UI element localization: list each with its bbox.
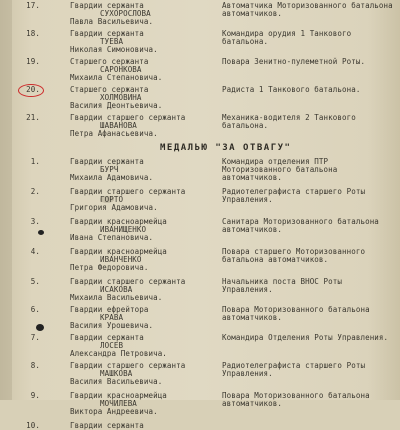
entry-given-name: Павла Васильевича. [70,17,154,26]
entry-description: Командира отделения ПТР Моторизованного батальона автоматчиков. [222,157,338,182]
entry-surname: БУРЧ [100,165,119,174]
entry-number: 3. [30,217,40,226]
entry-description: Повара старшего Моторизованного батальона автоматчиков. [222,247,366,264]
entry-surname: САРОНКОВА [100,65,142,74]
entry-surname: ГОРТО [100,195,124,204]
entry-surname: ТУЕВА [100,37,124,46]
entry-surname: МОЧИЛЕВА [100,399,137,408]
entry-description: Начальника поста ВНОС Роты Управления. [222,277,342,294]
entry-number: 1. [30,157,40,166]
red-pencil-circle [18,84,44,97]
entry-rank: Старшего сержанта [70,57,149,66]
entry-given-name: Михаила Адамовича. [70,173,154,182]
entry-description: Повара Моторизованного батальона автоматчиков. [222,391,370,408]
entry-given-name: Александра Петровича. [70,349,167,358]
entry-rank: Гвардии сержанта [70,333,144,342]
entry-surname: КРАВА [100,313,124,322]
entry-given-name: Василия Деонтьевича. [70,101,163,110]
entry-surname: ИВАНИЩЕНКО [100,225,147,234]
entry-number: 20. [26,85,40,94]
entry-rank: Гвардии сержанта [70,157,144,166]
entry-rank: Старшего сержанта [70,85,149,94]
entry-rank: Гвардии старшего сержанта [70,113,186,122]
entry-number: 17. [26,1,40,10]
entry-surname: СУХОРОСЛОВА [100,9,151,18]
entry-number: 4. [30,247,40,256]
entry-description: Повара Зенитно-пулеметной Роты. [222,57,366,66]
entry-given-name: Виктора Андреевича. [70,407,158,416]
entry-rank: Гвардии старшего сержанта [70,361,186,370]
entry-surname: ИСАКОВА [100,285,133,294]
entry-number: 2. [30,187,40,196]
entry-rank: Гвардии красноармейца [70,391,167,400]
entry-number: 7. [30,333,40,342]
punch-hole [36,324,44,331]
entry-description: Санитара Моторизованного батальона автоматчиков. [222,217,379,234]
entry-given-name: Григория Адамовича. [70,203,158,212]
entry-description: Радиотелеграфиста старшего Роты Управления. [222,361,366,378]
entry-description: Автоматчика Моторизованного батальона автоматчиков. [222,1,393,18]
entry-given-name: Василия Васильевича. [70,377,163,386]
entry-description: Повара Моторизованного батальона автоматчиков. [222,305,370,322]
entry-number: 5. [30,277,40,286]
entry-number: 9. [30,391,40,400]
entry-given-name: Василия Урошевича. [70,321,154,330]
entry-number: 6. [30,305,40,314]
entry-rank: Гвардии сержанта [70,421,144,430]
medal-heading: МЕДАЛЬЮ "ЗА ОТВАГУ" [160,143,292,153]
entry-number: 10. [26,421,40,430]
entry-surname: ШАВАНОВА [100,121,137,130]
entry-description: Командира орудия 1 Танкового батальона. [222,29,352,46]
entry-description: Радиста 1 Танкового батальона. [222,85,361,94]
entry-description: Командира Отделения Роты Управления. [222,333,389,342]
entry-given-name: Петра Афанасьевича. [70,129,158,138]
entry-surname: ЛОСЕВ [100,341,124,350]
entry-rank: Гвардии красноармейца [70,217,167,226]
entry-surname: ИВАНЧЕНКО [100,255,142,264]
entry-number: 19. [26,57,40,66]
entry-surname: ХОЛМОВИНА [100,93,142,102]
entry-rank: Гвардии красноармейца [70,247,167,256]
entry-given-name: Михаила Степановича. [70,73,163,82]
entry-surname: МАШКОВА [100,369,133,378]
entry-description: Радиотелеграфиста старшего Роты Управления. [222,187,366,204]
entry-rank: Гвардии ефрейтора [70,305,149,314]
entry-number: 8. [30,361,40,370]
entry-rank: Гвардии старшего сержанта [70,187,186,196]
entry-rank: Гвардии старшего сержанта [70,277,186,286]
entry-rank: Гвардии сержанта [70,1,144,10]
entry-number: 18. [26,29,40,38]
entry-number: 21. [26,113,40,122]
entry-given-name: Ивана Степановича. [70,233,154,242]
entry-given-name: Михаила Васильевича. [70,293,163,302]
entry-given-name: Петра Федоровича. [70,263,149,272]
entry-description: Механика-водителя 2 Танкового батальона. [222,113,356,130]
entry-rank: Гвардии сержанта [70,29,144,38]
entry-given-name: Николая Симоновича. [70,45,158,54]
punch-hole [38,230,44,235]
